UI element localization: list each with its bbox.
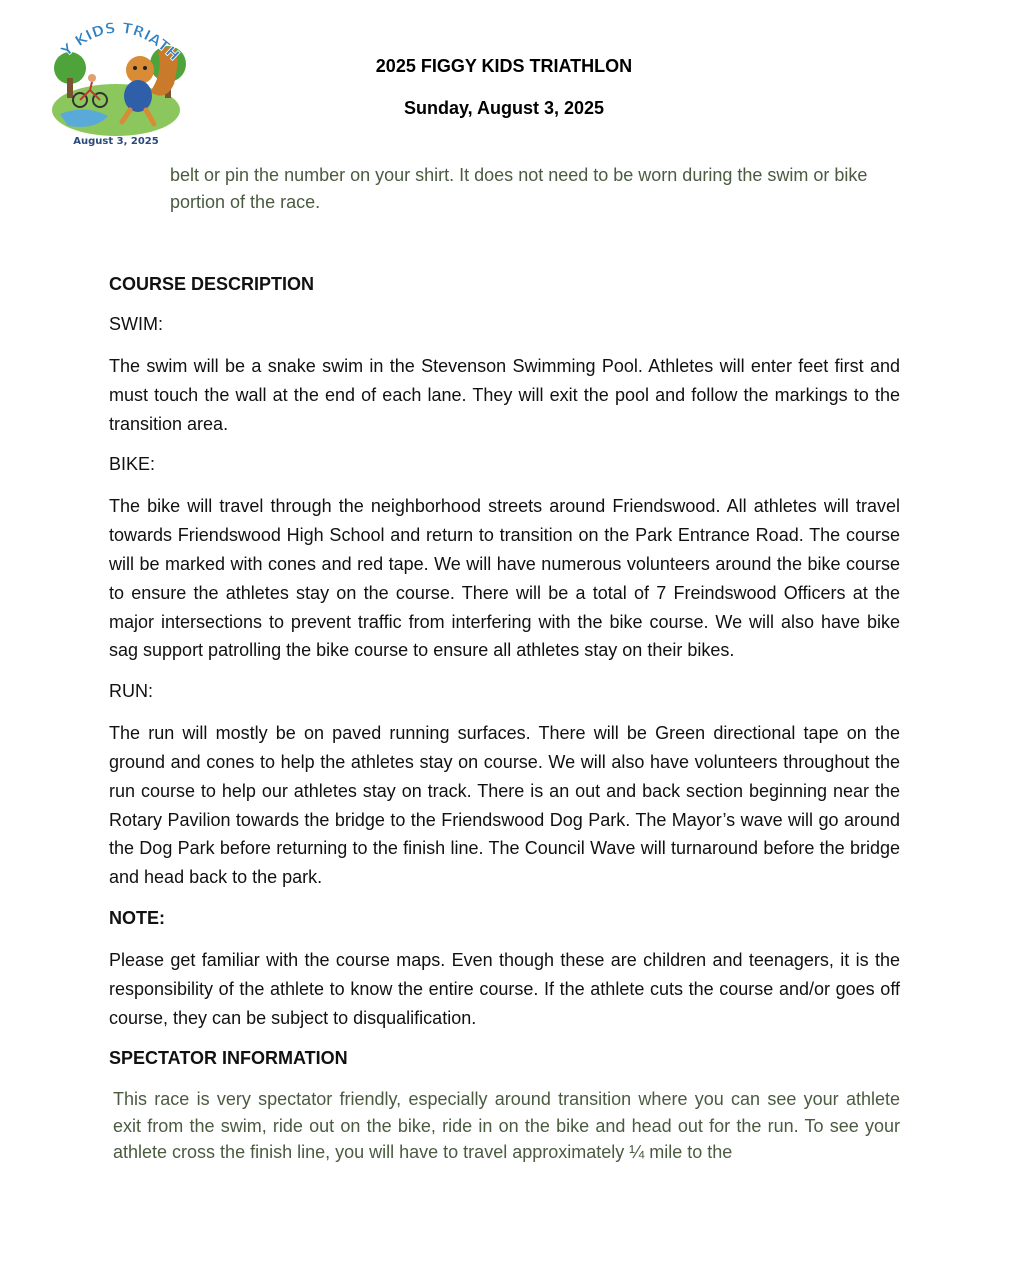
event-logo <box>46 12 190 150</box>
event-date: Sunday, August 3, 2025 <box>403 98 605 118</box>
svg-text:FIGGY KIDS TRIATHLON: Y KIDS TRIATH <box>57 18 184 65</box>
figgy-kids-logo-icon <box>46 12 190 150</box>
course-description-heading: COURSE DESCRIPTION <box>109 274 315 294</box>
swim-label: SWIM: <box>109 314 163 334</box>
run-paragraph: The run will mostly be on paved running surfaces. There will be Green directional tape on the ground and cones to help the athletes stay on course. We will also have volunteers throughout the run course to help our athletes stay on track. There is an out and back section beginning near the Rotary Pavilion towards the bridge to the Friendswood Dog Park. The Mayor’s wave will go around the Dog Park before returning to the finish line. The Council Wave will turnaround before the bridge and head back to the park. <box>109 723 900 888</box>
note-heading: NOTE: <box>109 907 165 928</box>
spectator-heading: SPECTATOR INFORMATION <box>109 1048 348 1069</box>
note-paragraph: Please get familiar with the course maps. Even though these are children and teenagers, it is the responsibility of the athlete to know the entire course. If the athlete cuts the course and/or goes off course, they can be subject to disqualification. <box>109 949 900 1028</box>
logo-date: August 3, 2025 <box>73 136 159 147</box>
continued-paragraph: belt or pin the number on your shirt. It does not need to be worn during the swim or bike portion of the race. <box>170 165 868 212</box>
bike-label: BIKE: <box>109 454 156 475</box>
main-content <box>109 272 900 1166</box>
swim-paragraph: The swim will be a snake swim in the Stevenson Swimming Pool. Athletes will enter feet first and must touch the wall at the end of each lane. They will exit the pool and follow the markings to the transition area. <box>109 356 900 434</box>
page-title: 2025 FIGGY KIDS TRIATHLON <box>375 56 633 76</box>
spectator-paragraph: This race is very spectator friendly, especially around transition where you can see your athlete exit from the swim, ride out on the bike, ride in on the bike and head out for the run. To see your athlete cross the finish line, you will have to travel approximately ¼ mile to the <box>113 1089 900 1163</box>
bike-paragraph: The bike will travel through the neighborhood streets around Friendswood. All athletes will travel towards Friendswood High School and return to transition on the Park Entrance Road. The course will be marked with cones and red tape. We will have numerous volunteers around the bike course to ensure the athletes stay on the course. There will be a total of 7 Freindswood Officers at the major intersections to prevent traffic from interfering with the bike course. We will also have bike sag support patrolling the bike course to ensure all athletes stay on their bikes. <box>109 496 900 661</box>
run-label: RUN: <box>109 681 153 702</box>
